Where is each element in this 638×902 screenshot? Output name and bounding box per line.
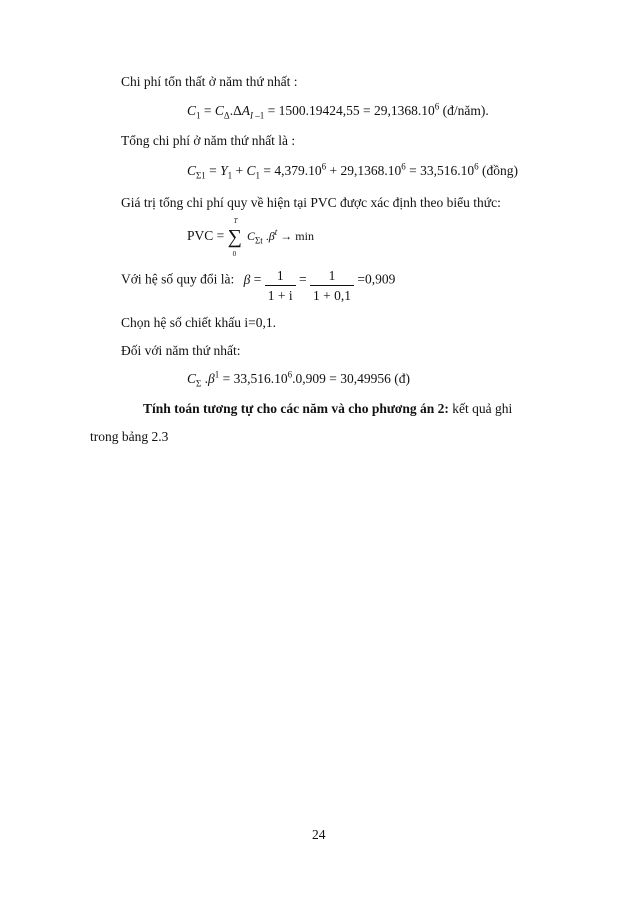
text-line-3: Giá trị tổng chi phí quy về hiện tại PVC được xác định theo biểu thức:	[121, 195, 501, 210]
text-line-7-continued: trong bảng 2.3	[90, 429, 169, 444]
text-line-6: Đối với năm thứ nhất:	[121, 343, 241, 358]
fraction-1: $\frac{1}{1 + i}$	[265, 269, 296, 302]
text-line-2: Tổng chi phí ở năm thứ nhất là :	[121, 133, 296, 148]
equation-first-year: $C_\Sigma$ $.\beta^1 = 33,516.10^6.0,909 = 30,49956$ (đ)	[187, 369, 410, 389]
equation-discount-factor: Với hệ số quy đổi là: β = $\frac{1}{1 + i}$ = $\frac{1}{1 + 0,1}$ =0,909	[121, 268, 396, 303]
text-line-1: Chi phí tổn thất ở năm thứ nhất :	[121, 74, 298, 89]
page-number: 24	[312, 827, 326, 842]
text-line-7: Tính toán tương tự cho các năm và cho phương án 2: kết quả ghi	[143, 401, 513, 416]
text-line-5: Chọn hệ số chiết khấu i=0,1.	[121, 315, 276, 330]
equation-total-cost: $C_{\Sigma 1} = Y_1 + C_1 = 4,379.10^6 + 29,1368.10^6 = 33,516.10^6$ (đồng)	[187, 161, 519, 181]
summation-symbol: ∑ T 0	[227, 217, 242, 258]
equation-loss-cost: $C_1 = C_\Delta.\Delta A_{I -1} = 1500.19424,55 = 29,1368.10^6$ (đ/năm).	[187, 101, 489, 121]
fraction-2: $\frac{1}{1 + 0,1}$	[310, 269, 354, 302]
equation-pvc: PVC = ∑ T 0 $C_{\Sigma t}$ $.\beta^t \to \min$	[187, 217, 314, 258]
